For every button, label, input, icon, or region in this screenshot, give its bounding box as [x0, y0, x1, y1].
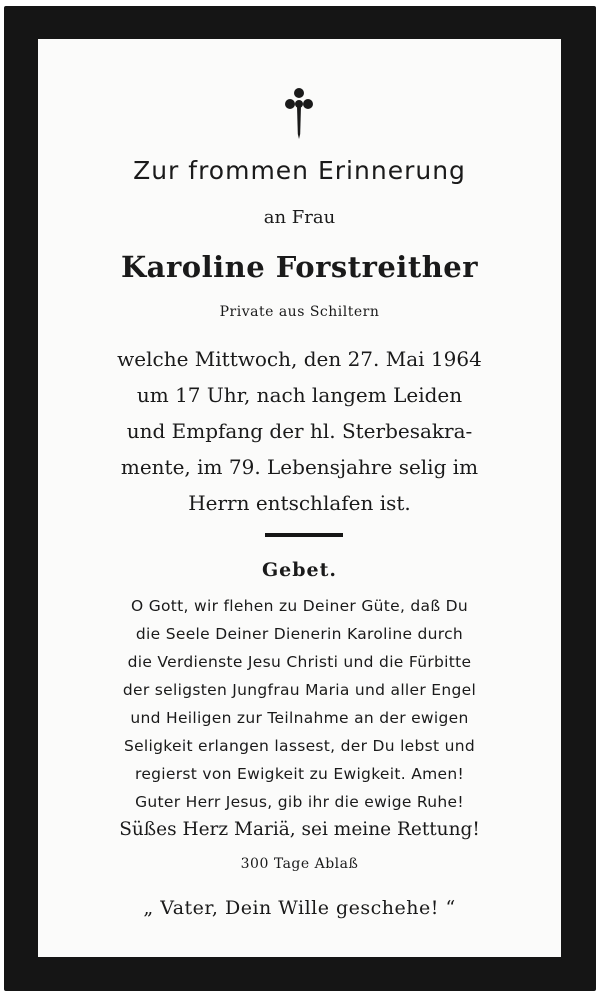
salutation: an Frau [263, 207, 336, 228]
prayer-title: Gebet. [261, 559, 338, 581]
divider [265, 533, 343, 537]
prayer-line: Seligkeit erlangen lassest, der Du lebst und [123, 737, 476, 755]
prayer-line: die Verdienste Jesu Christi und die Fürbitte [127, 653, 472, 671]
death-notice [38, 341, 561, 521]
deceased-name: Karoline Forstreither [120, 250, 479, 284]
notice-line: und Empfang der hl. Sterbesakra- [126, 419, 473, 443]
prayer-line: O Gott, wir flehen zu Deiner Güte, daß Du [130, 597, 469, 615]
closing-quote: „ Vater, Dein Wille geschehe! “ [143, 897, 456, 919]
notice-line: um 17 Uhr, nach langem Leiden [136, 383, 463, 407]
card-inner-panel [38, 39, 561, 957]
prayer-line: der seligsten Jungfrau Maria und aller Engel [122, 681, 477, 699]
prayer-line: die Seele Deiner Dienerin Karoline durch [135, 625, 464, 643]
notice-line: mente, im 79. Lebensjahre selig im [120, 455, 479, 479]
prayer-line: Guter Herr Jesus, gib ihr die ewige Ruhe! [135, 793, 464, 811]
prayer-line: und Heiligen zur Teilnahme an der ewigen [130, 709, 469, 727]
prayer-line: regierst von Ewigkeit zu Ewigkeit. Amen! [135, 765, 464, 783]
memorial-card [4, 6, 596, 991]
prayer-text [38, 592, 561, 816]
notice-line: Herrn entschlafen ist. [188, 491, 411, 515]
cross-icon [284, 86, 314, 142]
origin-line: Private aus Schiltern [219, 304, 380, 320]
indulgence-note: 300 Tage Ablaß [240, 856, 359, 872]
notice-line: welche Mittwoch, den 27. Mai 1964 [117, 347, 482, 371]
card-heading: Zur frommen Erinnerung [133, 156, 466, 185]
invocation: Süßes Herz Mariä, sei meine Rettung! [119, 819, 480, 840]
